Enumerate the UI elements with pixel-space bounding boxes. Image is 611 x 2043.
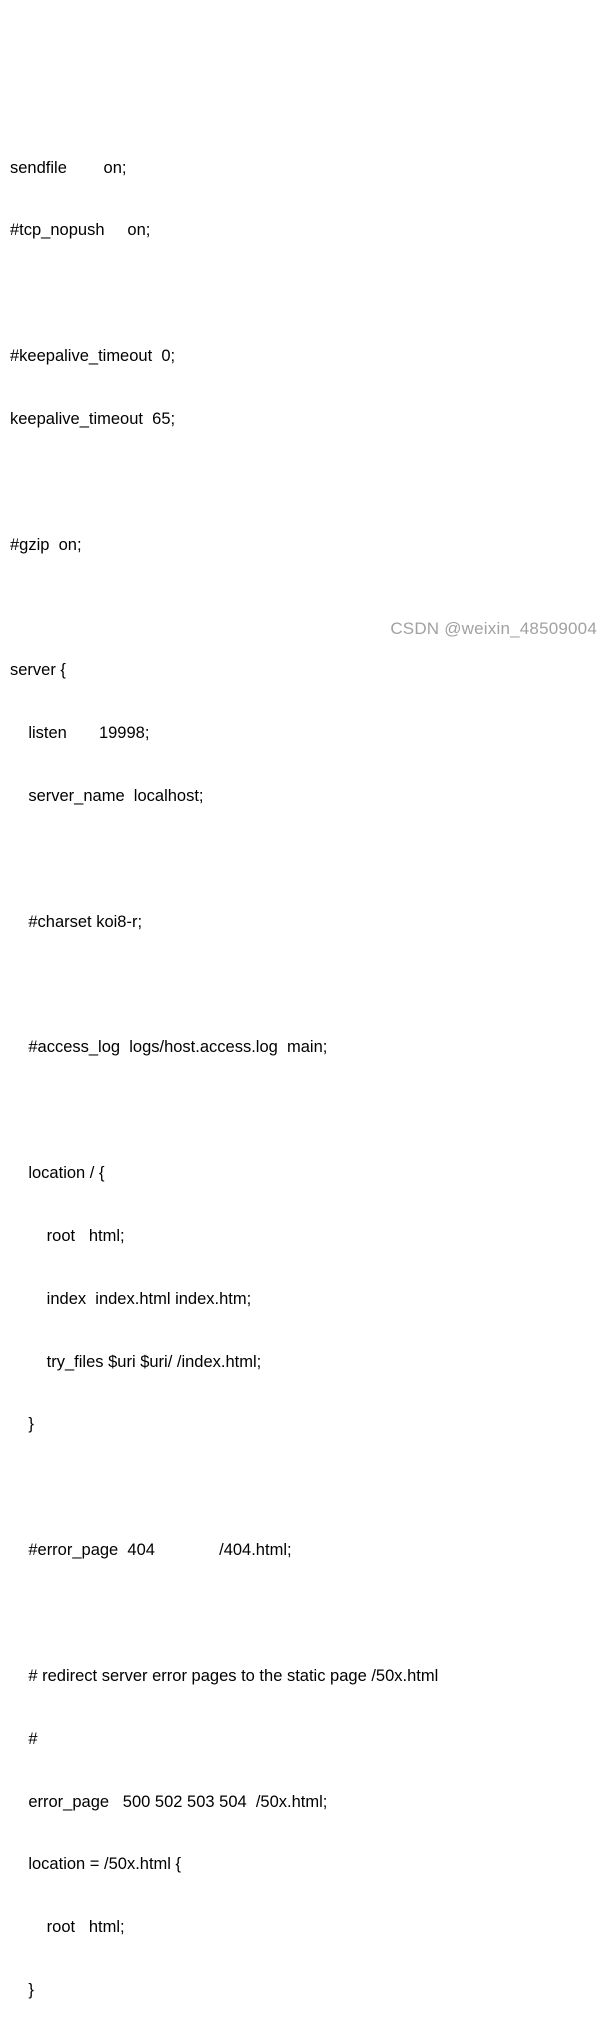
code-line (10, 1477, 600, 1498)
code-line (10, 283, 600, 304)
code-line (10, 598, 600, 619)
code-line: sendfile on; (10, 158, 127, 177)
code-line: location = /50x.html { (10, 1855, 182, 1874)
code-line: } (10, 1415, 34, 1434)
code-line: index index.html index.htm; (10, 1289, 252, 1308)
code-line (10, 1100, 600, 1121)
code-line: #charset koi8-r; (10, 912, 143, 931)
code-line: #access_log logs/host.access.log main; (10, 1038, 328, 1057)
code-line (10, 1603, 600, 1624)
code-line: server_name localhost; (10, 787, 204, 806)
code-line: keepalive_timeout 65; (10, 409, 176, 428)
code-line (10, 849, 600, 870)
code-line: #gzip on; (10, 535, 82, 554)
code-line: # redirect server error pages to the static page /50x.html (10, 1666, 439, 1685)
code-line: error_page 500 502 503 504 /50x.html; (10, 1792, 328, 1811)
code-line: location / { (10, 1164, 105, 1183)
code-line (10, 95, 600, 116)
code-line: #error_page 404 /404.html; (10, 1541, 292, 1560)
code-line (10, 975, 600, 996)
code-line: #keepalive_timeout 0; (10, 347, 176, 366)
code-line: try_files $uri $uri/ /index.html; (10, 1352, 262, 1371)
code-line: server { (10, 661, 66, 680)
code-line (10, 472, 600, 493)
nginx-config-text (10, 0, 600, 2043)
code-line: root html; (10, 1918, 125, 1937)
code-line: root html; (10, 1226, 125, 1245)
code-line: } (10, 1981, 34, 2000)
code-line: #tcp_nopush on; (10, 221, 151, 240)
code-line: # (10, 1729, 38, 1748)
watermark: CSDN @weixin_48509004 (390, 619, 597, 638)
code-line: listen 19998; (10, 724, 150, 743)
